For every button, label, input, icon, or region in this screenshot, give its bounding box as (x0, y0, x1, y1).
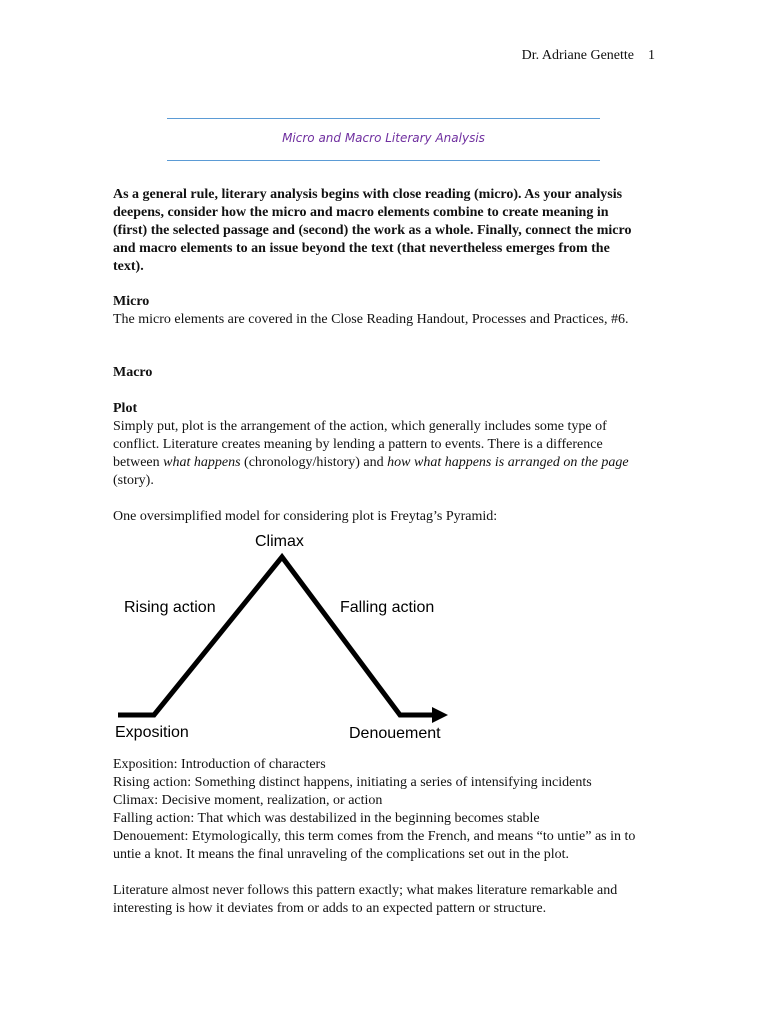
denouement-arrowhead (432, 707, 448, 723)
plot-emphasis-what-happens: what happens (163, 455, 241, 470)
plot-paragraph (113, 418, 643, 490)
model-intro: One oversimplified model for considering plot is Freytag’s Pyramid: (113, 509, 498, 524)
plot-text-2: (chronology/history) and (240, 455, 388, 470)
label-exposition: Exposition (115, 724, 189, 741)
document-title: Micro and Macro Literary Analysis (282, 131, 485, 145)
micro-paragraph: The micro elements are covered in the Close Reading Handout, Processes and Practices, #6. (113, 312, 629, 327)
definition-denouement: Denouement: Etymologically, this term comes from the French, and means “to untie” as in to untie a knot. It means the final unraveling of the complications set out in the plot. (113, 829, 636, 862)
label-rising-action: Rising action (124, 599, 216, 616)
title-rule-bottom (167, 160, 600, 161)
label-denouement: Denouement (349, 725, 441, 742)
micro-heading: Micro (113, 294, 150, 309)
macro-heading: Macro (113, 365, 153, 380)
plot-heading: Plot (113, 401, 138, 416)
page-number: 1 (648, 48, 655, 63)
definition-falling-action: Falling action: That which was destabilized in the beginning becomes stable (113, 811, 540, 826)
plot-text-3: (story). (113, 473, 154, 488)
title-rule-top (167, 118, 600, 119)
definition-rising-action: Rising action: Something distinct happens, initiating a series of intensifying incidents (113, 775, 592, 790)
intro-paragraph: As a general rule, literary analysis begins with close reading (micro). As your analysis deepens, consider how the micro and macro elements combine to create meaning in (first) the selected passage and (second) the work as a whole. Finally, connect the micro and macro elements to an issue beyond the text (that nevertheless emerges from the text). (113, 187, 632, 274)
author-name: Dr. Adriane Genette (521, 48, 634, 63)
definition-exposition: Exposition: Introduction of characters (113, 757, 326, 772)
plot-emphasis-arranged: how what happens is arranged on the page (387, 455, 629, 470)
definitions-list (113, 756, 643, 864)
freytag-pyramid-diagram (112, 527, 452, 749)
label-climax: Climax (255, 533, 304, 550)
page-header (522, 48, 655, 64)
definition-climax: Climax: Decisive moment, realization, or action (113, 793, 383, 808)
pyramid-line (118, 557, 434, 715)
closing-paragraph: Literature almost never follows this pattern exactly; what makes literature remarkable and interesting is how it deviates from or adds to an expected pattern or structure. (113, 883, 618, 916)
label-falling-action: Falling action (340, 599, 435, 616)
plot-text-1: Simply put, plot is the arrangement of the action, which generally includes some type of conflict. Literature creates meaning by lending a pattern to events. There is a difference between (113, 419, 607, 470)
pyramid-svg (112, 527, 452, 749)
